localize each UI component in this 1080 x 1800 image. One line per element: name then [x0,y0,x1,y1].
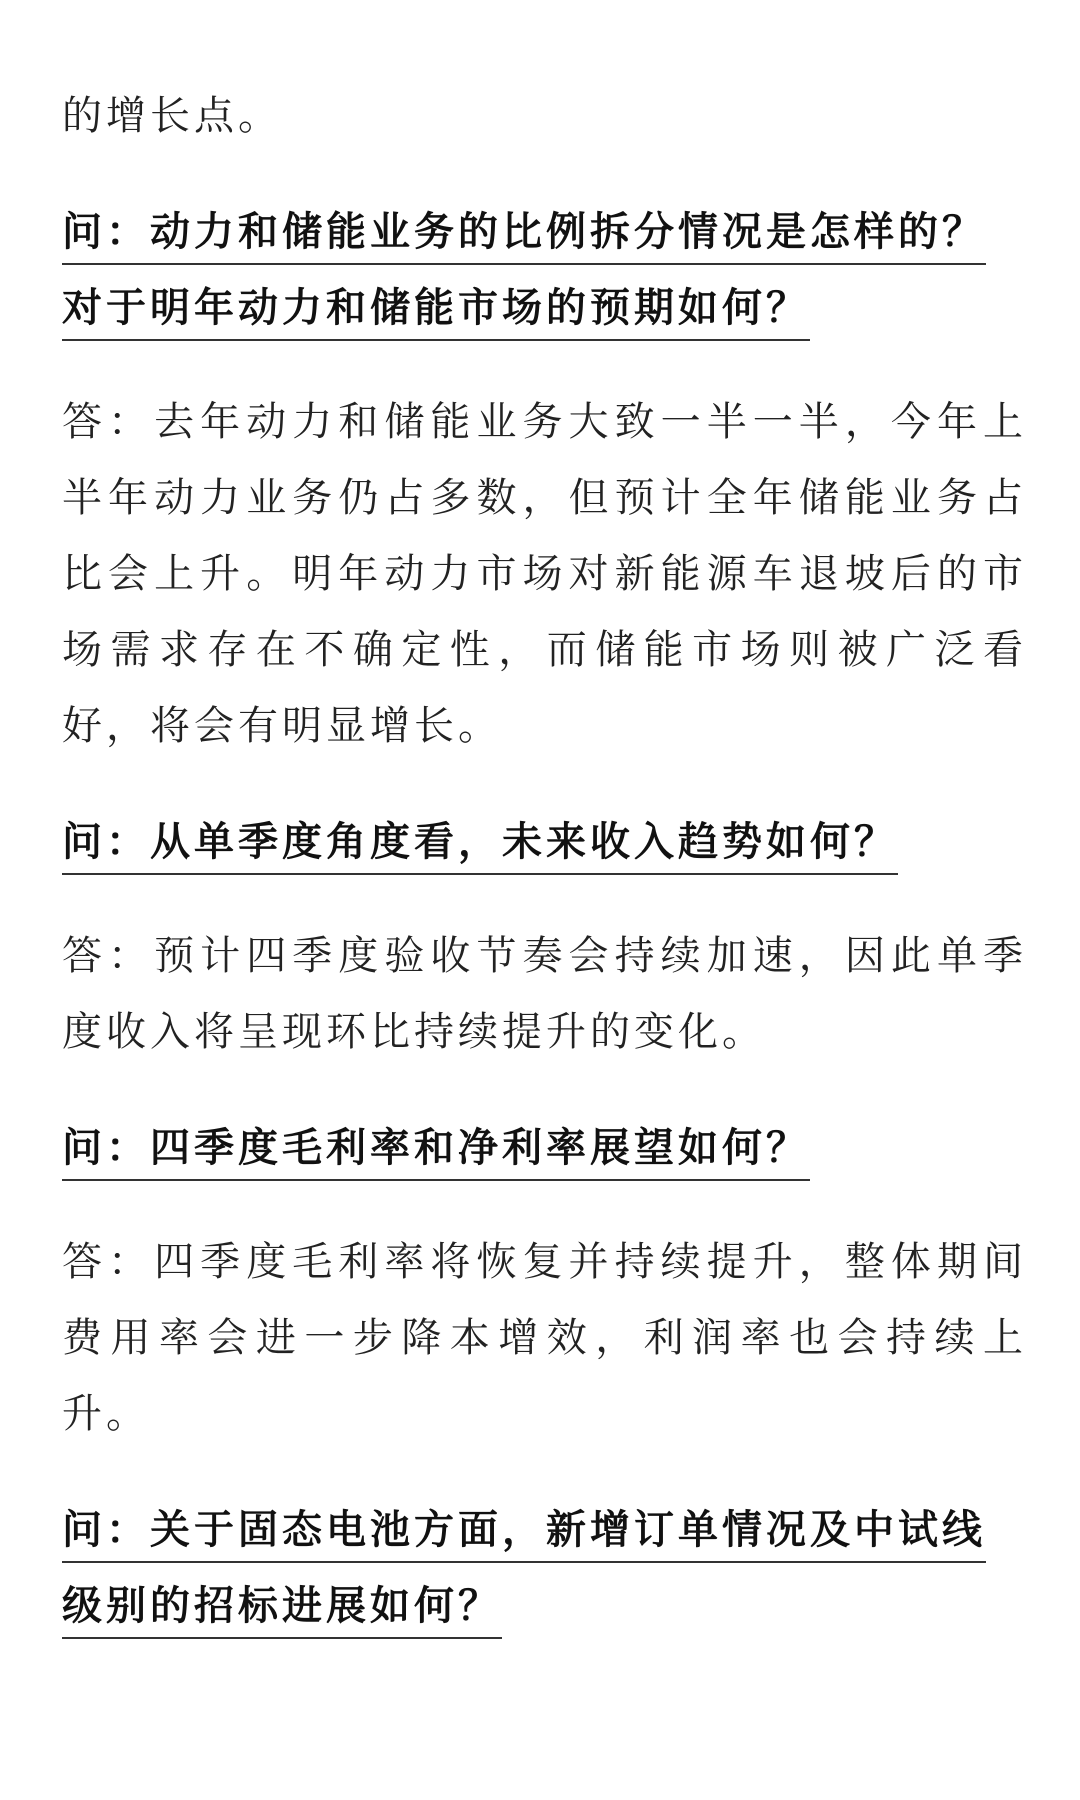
spacer [62,1186,1027,1224]
answer-3: 答：四季度毛利率将恢复并持续提升，整体期间费用率会进一步降本增效，利润率也会持续上升。 [62,1239,1027,1437]
question-1 [62,194,1027,346]
question-3-text: 问：四季度毛利率和净利率展望如何？ [62,1125,810,1181]
question-1-text: 问：动力和储能业务的比例拆分情况是怎样的？对于明年动力和储能市场的预期如何？ [62,209,986,341]
question-4-text: 问：关于固态电池方面，新增订单情况及中试线级别的招标进展如何？ [62,1507,986,1639]
spacer [62,880,1027,918]
answer-1: 答：去年动力和储能业务大致一半一半，今年上半年动力业务仍占多数，但预计全年储能业务占比会上升。明年动力市场对新能源车退坡后的市场需求存在不确定性，而储能市场则被广泛看好，将会有明显增长。 [62,399,1027,749]
spacer [62,1070,1027,1110]
spacer [62,154,1027,194]
intro-tail-paragraph: 的增长点。 [62,93,282,139]
spacer [62,1452,1027,1492]
answer-2: 答：预计四季度验收节奏会持续加速，因此单季度收入将呈现环比持续提升的变化。 [62,933,1027,1055]
spacer [62,764,1027,804]
article-body [62,78,1027,1644]
spacer [62,346,1027,384]
question-2-text: 问：从单季度角度看，未来收入趋势如何？ [62,819,898,875]
question-2 [62,804,1027,880]
question-4 [62,1492,1027,1644]
question-3 [62,1110,1027,1186]
